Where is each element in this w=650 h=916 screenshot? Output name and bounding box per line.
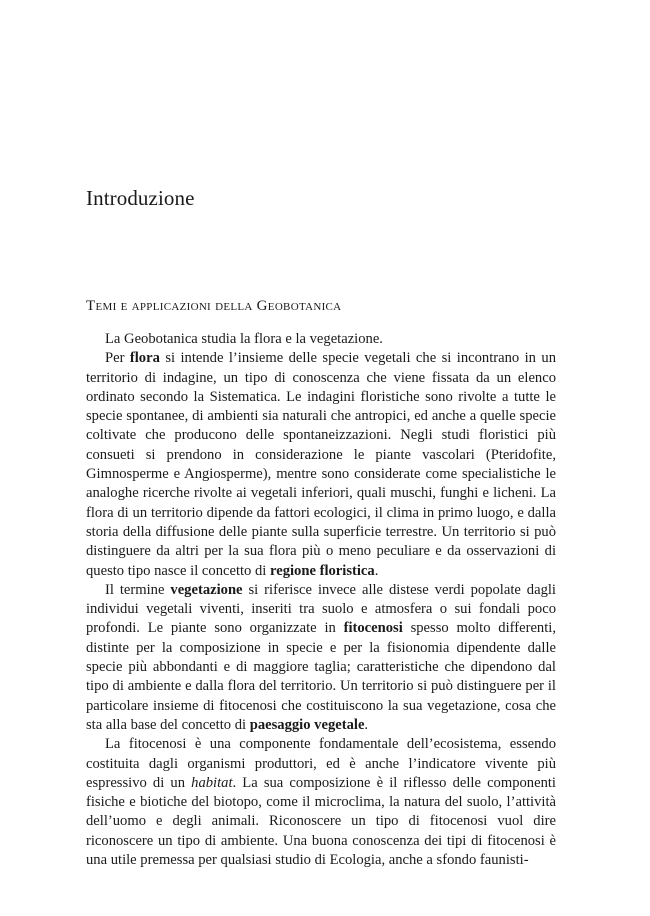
paragraph-4-pre: La fitocenosi è una componente fondamentale dell’ecosistema, essendo costituita dagli organismi produttori, ed è anche l’indicatore vivente più espressivo di un (86, 736, 556, 791)
term-fitocenosi: fitocenosi (343, 620, 403, 637)
paragraph-4-post: . La sua composizione è il riflesso delle componenti fisiche e biotiche del biotopo, come il microclima, la natura del suolo, l’attività dell’uomo e degli animali. Riconoscere un tipo di fitocenosi vuol dire riconoscere un tipo di ambiente. Una buona conoscenza dei tipi di fitocenosi è una utile premessa per qualsiasi studio di Ecologia, anche a sfondo faunisti- (86, 774, 556, 869)
paragraph-3-post: . (364, 716, 369, 733)
term-paesaggio-vegetale: paesaggio vegetale (249, 716, 365, 733)
paragraph-2-pre: Per (105, 350, 130, 367)
term-vegetazione: vegetazione (170, 581, 243, 598)
paragraph-3-mid: si riferisce invece alle distese verdi popolate dagli individui vegetali viventi, inseriti tra suolo e atmosfera o sui fondali poco profondi. Le piante sono organizzate in (86, 581, 556, 637)
paragraph-3-pre: Il termine (105, 581, 171, 598)
body-text (86, 330, 556, 870)
term-habitat: habitat (191, 774, 233, 791)
section-heading: Temi e applicazioni della Geobotanica (86, 298, 342, 314)
paragraph-4 (86, 735, 556, 870)
paragraph-1 (86, 330, 556, 349)
paragraph-2 (86, 349, 556, 581)
paragraph-2-post: . (374, 562, 379, 579)
chapter-title: Introduzione (86, 186, 195, 210)
paragraph-2-mid: si intende l’insieme delle specie vegetali che si incontrano in un territorio di indagine, un tipo di conoscenza che viene fissata da un elenco ordinato secondo la Sistematica. Le indagini floristiche sono rivolte a tutte le specie spontanee, di ambienti sia naturali che antropici, ed anche a quelle specie coltivate che producono delle spontaneizzazioni. Negli studi floristici più consueti si prendono in considerazione le piante vascolari (Pteridofite, Gimnosperme e Angiosperme), mentre sono considerate come specialistiche le analoghe ricerche rivolte ai vegetali inferiori, quali muschi, funghi e licheni. La flora di un territorio dipende da fattori ecologici, il clima in primo luogo, e dalla storia della diffusione delle piante sulla superficie terrestre. Un territorio si può distinguere da altri per la sua flora più o meno peculiare e da osservazioni di questo tipo nasce il concetto di (86, 350, 556, 579)
paragraph-1-text: La Geobotanica studia la flora e la vegetazione. (105, 331, 383, 347)
paragraph-3-mid2: spesso molto differenti, distinte per la composizione in specie e per la fisionomia dipendente dalle specie più abbondanti e di maggiore taglia; caratteristiche che dipendono dal tipo di ambiente e dalla flora del territorio. Un territorio si può distinguere per il particolare insieme di fitocenosi che costituiscono la sua vegetazione, cosa che sta alla base del concetto di (86, 620, 556, 733)
paragraph-3 (86, 581, 556, 735)
term-flora: flora (129, 350, 160, 367)
term-regione-floristica: regione floristica (270, 562, 375, 579)
